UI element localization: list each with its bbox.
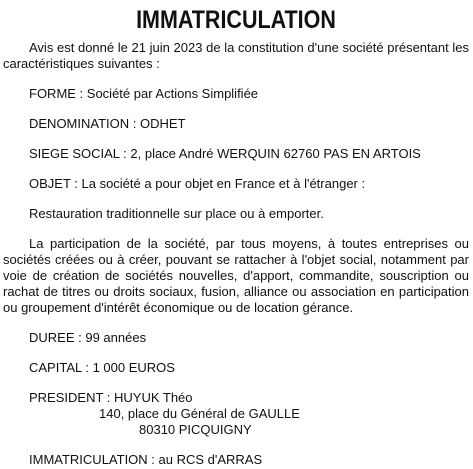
participation-paragraph: La participation de la société, par tous moyens, à toutes entreprises ou sociétés créées ou à créer, pouvant se rattacher à l'objet social, notamment par voie de création de sociétés nouvelles, d'apport, commandite, souscription ou rachat de titres ou droits sociaux, fusion, alliance ou association en participation ou groupement d'intérêt économique ou de location gérance. bbox=[3, 236, 469, 315]
restauration-line: Restauration traditionnelle sur place ou à emporter. bbox=[29, 206, 324, 221]
president-address-city: 80310 PICQUIGNY bbox=[139, 422, 252, 437]
duree-line: DUREE : 99 années bbox=[29, 330, 147, 345]
forme-line: FORME : Société par Actions Simplifiée bbox=[29, 86, 259, 101]
president-line: PRESIDENT : HUYUK Théo bbox=[29, 390, 193, 405]
notice-title: IMMATRICULATION bbox=[136, 6, 336, 34]
objet-line: OBJET : La société a pour objet en France et à l'étranger : bbox=[29, 176, 366, 191]
immatriculation-line: IMMATRICULATION : au RCS d'ARRAS bbox=[29, 452, 263, 467]
intro-paragraph: Avis est donné le 21 juin 2023 de la constitution d'une société présentant les caractéristiques suivantes : bbox=[3, 40, 469, 71]
president-block bbox=[3, 390, 469, 438]
president-address-street: 140, place du Général de GAULLE bbox=[99, 406, 300, 421]
capital-line: CAPITAL : 1 000 EUROS bbox=[29, 360, 175, 375]
denomination-line: DENOMINATION : ODHET bbox=[29, 116, 186, 131]
siege-social-line: SIEGE SOCIAL : 2, place André WERQUIN 62760 PAS EN ARTOIS bbox=[29, 146, 421, 161]
